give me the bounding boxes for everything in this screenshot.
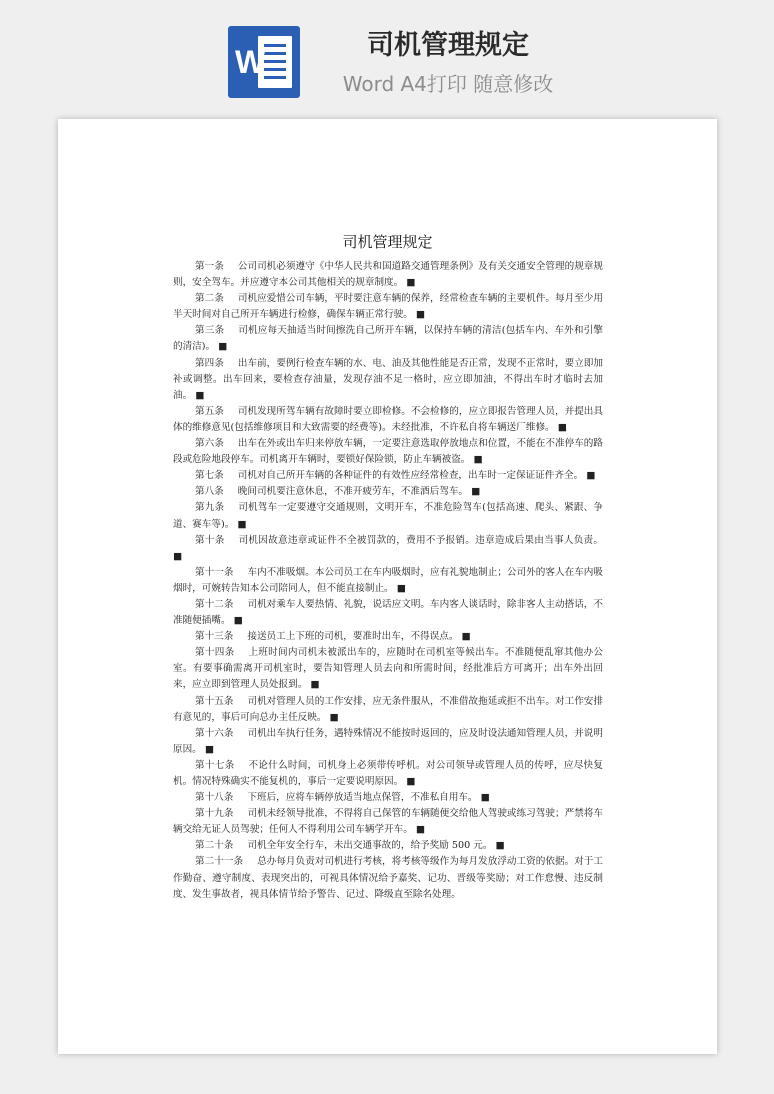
article-number: 第八条 — [195, 486, 224, 498]
end-mark: ■ — [412, 309, 425, 321]
article-paragraph — [173, 645, 603, 693]
article-number: 第十七条 — [195, 759, 235, 771]
article-number: 第七条 — [195, 470, 224, 482]
article-number: 第二条 — [195, 293, 224, 305]
article-paragraph — [173, 436, 603, 468]
header-subtitle: Word A4打印 随意修改 — [342, 72, 554, 96]
article-paragraph — [173, 500, 603, 532]
end-mark: ■ — [192, 389, 205, 401]
article-text: 车内不准吸烟。本公司员工在车内吸烟时，应有礼貌地制止；公司外的客人在车内吸烟时，可婉转告知本公司陪同人，但不能直接制止。 — [173, 566, 604, 594]
article-number: 第十条 — [195, 534, 225, 546]
article-text: 司机出车执行任务，遇特殊情况不能按时返回的，应及时设法通知管理人员，并说明原因。 — [173, 727, 604, 755]
end-mark: ■ — [234, 518, 247, 530]
article-paragraph — [173, 597, 603, 629]
article-paragraph — [173, 259, 603, 291]
article-paragraph — [173, 790, 603, 806]
article-text: 司机未经领导批准，不得将自己保管的车辆随便交给他人驾驶或练习驾驶；严禁将车辆交给无证人员驾驶；任何人不得利用公司车辆学开车。 — [173, 808, 604, 836]
article-paragraph — [173, 694, 603, 726]
article-text: 下班后，应将车辆停放适当地点保管，不准私自用车。 — [247, 792, 478, 804]
article-text: 出车在外或出车归来停放车辆，一定要注意选取停放地点和位置，不能在不准停车的路段或危险地段停车。司机离开车辆时，要锁好保险锁，防止车辆被盗。 — [173, 438, 604, 466]
end-mark: ■ — [230, 615, 243, 627]
end-mark: ■ — [307, 679, 320, 691]
article-number: 第十六条 — [195, 727, 234, 739]
article-paragraph — [173, 468, 603, 484]
end-mark: ■ — [173, 550, 183, 562]
article-paragraph — [173, 758, 603, 790]
end-mark: ■ — [215, 341, 228, 353]
article-paragraph — [173, 356, 603, 404]
article-text: 上班时间内司机未被派出车的，应随时在司机室等候出车。不准随便乱窜其他办公室。有要事确需离开司机室时，要告知管理人员去向和所需时间，经批准后方可离开；出车外出回来，应立即到管理人员处报到。 — [173, 647, 604, 691]
article-text: 司机全年安全行车，未出交通事故的，给予奖励 500 元。 — [247, 840, 493, 852]
article-number: 第十二条 — [195, 598, 234, 610]
document-body — [173, 259, 603, 903]
end-mark: ■ — [201, 743, 214, 755]
article-paragraph — [173, 404, 603, 436]
article-text: 晚间司机要注意休息，不准开疲劳车，不准酒后驾车。 — [237, 486, 469, 498]
article-text: 司机对乘车人要热情、礼貌，说话应文明。车内客人谈话时，除非客人主动搭话，不准随便插嘴。 — [173, 598, 604, 627]
article-number: 第十一条 — [195, 566, 234, 578]
article-paragraph — [173, 806, 603, 838]
article-text: 不论什么时间，司机身上必须带传呼机。对公司领导或管理人员的传呼，应尽快复机。情况特殊确实不能复机的，事后一定要说明原因。 — [173, 759, 604, 787]
article-paragraph — [173, 484, 603, 500]
end-mark: ■ — [554, 421, 567, 433]
article-text: 司机对管理人员的工作安排，应无条件服从，不准借故拖延或拒不出车。对工作安排有意见的，事后可向总办主任反映。 — [173, 695, 604, 723]
article-paragraph — [173, 291, 603, 323]
article-text: 公司司机必须遵守《中华人民共和国道路交通管理条例》及有关交通安全管理的规章规则，安全驾车。并应遵守本公司其他相关的规章制度。 — [173, 261, 604, 289]
article-number: 第五条 — [195, 405, 224, 417]
article-text: 司机应每天抽适当时间擦洗自己所开车辆，以保持车辆的清洁(包括车内、车外和引擎的清洁)。 — [173, 325, 604, 353]
article-number: 第十八条 — [195, 792, 234, 804]
word-doc-icon — [228, 26, 300, 98]
article-number: 第十四条 — [195, 647, 235, 659]
article-number: 第三条 — [195, 325, 225, 337]
article-paragraph — [173, 629, 603, 645]
end-mark: ■ — [403, 776, 416, 787]
article-paragraph — [173, 838, 603, 854]
article-paragraph — [173, 854, 603, 902]
end-mark: ■ — [468, 486, 481, 498]
end-mark: ■ — [583, 470, 596, 482]
end-mark: ■ — [470, 454, 483, 466]
end-mark: ■ — [403, 277, 416, 289]
article-text: 司机驾车一定要遵守交通规则，文明开车，不准危险驾车(包括高速、爬头、紧跟、争道、赛车等)。 — [173, 502, 604, 530]
end-mark: ■ — [458, 631, 471, 643]
article-text: 司机发现所驾车辆有故障时要立即检修。不会检修的，应立即报告管理人员，并提出具体的维修意见(包括维修项目和大致需要的经费等)。未经批准，不许私自将车辆送厂维修。 — [173, 405, 604, 433]
article-text: 接送员工上下班的司机，要准时出车，不得误点。 — [247, 631, 459, 643]
header-title: 司机管理规定 — [367, 30, 529, 61]
article-paragraph — [173, 565, 603, 597]
article-number: 第十三条 — [195, 631, 234, 643]
article-text: 总办每月负责对司机进行考核，将考核等级作为每月发放浮动工资的依据。对于工作勤奋、遵守制度、表现突出的，可视具体情况给予嘉奖、记功、晋级等奖励；对工作怠慢、违反制度、发生事故者，视具体情节给予警告、记过、降级直至除名处理。 — [173, 856, 604, 900]
article-text: 司机应爱惜公司车辆，平时要注意车辆的保养，经常检查车辆的主要机件。每月至少用半天时间对自己所开车辆进行检修，确保车辆正常行驶。 — [173, 293, 604, 321]
article-paragraph — [173, 323, 603, 355]
article-number: 第一条 — [195, 261, 224, 272]
end-mark: ■ — [492, 840, 505, 852]
article-text: 司机因故意违章或证件不全被罚款的，费用不予报销。违章造成后果由当事人负责。 — [238, 534, 604, 546]
end-mark: ■ — [412, 824, 425, 836]
article-text: 司机对自己所开车辆的各种证件的有效性应经常检查，出车时一定保证证件齐全。 — [237, 470, 584, 482]
article-number: 第六条 — [195, 438, 224, 450]
article-number: 第九条 — [195, 502, 225, 514]
article-paragraph — [173, 726, 603, 758]
article-paragraph — [173, 533, 603, 565]
article-number: 第十五条 — [195, 695, 234, 707]
end-mark: ■ — [393, 582, 406, 594]
article-number: 第二十一条 — [195, 856, 244, 868]
article-number: 第二十条 — [195, 840, 234, 852]
page-header — [0, 0, 774, 112]
document-page — [58, 119, 717, 1054]
article-number: 第十九条 — [195, 808, 234, 820]
end-mark: ■ — [326, 711, 339, 723]
article-text: 出车前，要例行检查车辆的水、电、油及其他性能是否正常，发现不正常时，要立即加补或调整。出车回来，要检查存油量，发现存油不足一格时，应立即加油，不得出车时才临时去加油。 — [173, 357, 604, 401]
document-title: 司机管理规定 — [342, 233, 433, 251]
article-number: 第四条 — [195, 357, 224, 369]
end-mark: ■ — [477, 792, 490, 804]
word-icon-letter: W — [235, 44, 266, 80]
